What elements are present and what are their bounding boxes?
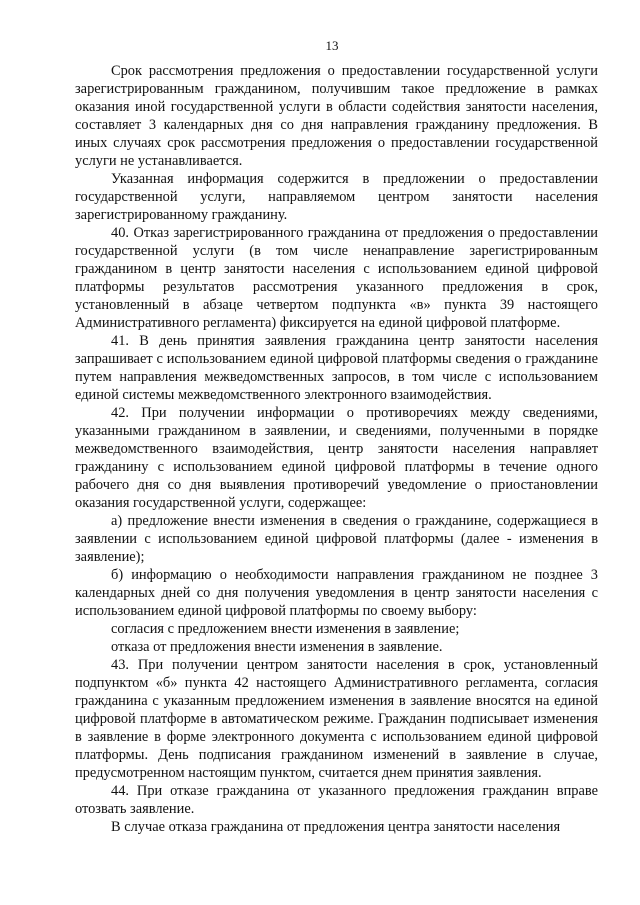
paragraph-info-contained: Указанная информация содержится в предложении о предоставлении государственной услуги, направляемом центром занятости населения зарегистрированному гражданину. bbox=[75, 171, 598, 223]
paragraph-40: 40. Отказ зарегистрированного гражданина от предложения о предоставлении государственной услуги (в том числе ненаправление зарегистрированным гражданином в центр занятости населения с использованием единой цифровой платформы результатов рассмотрения указанного предложения в срок, установленный в абзаце четвертом подпункта «в» пункта 39 настоящего Административного регламента) фиксируется на единой цифровой платформе. bbox=[75, 225, 598, 331]
paragraph-review-period: Срок рассмотрения предложения о предоставлении государственной услуги зарегистрированным гражданином, получившим такое предложение в рамках оказания иной государственной услуги в области содействия занятости населения, составляет 3 календарных дня со дня направления гражданину предложения. В иных случаях срок рассмотрения предложения о предоставлении государственной услуги не устанавливается. bbox=[75, 63, 598, 169]
paragraph-consent: согласия с предложением внести изменения в заявление; bbox=[111, 621, 460, 637]
paragraph-refusal-case: В случае отказа гражданина от предложения центра занятости населения bbox=[111, 819, 561, 835]
paragraph-43: 43. При получении центром занятости населения в срок, установленный подпунктом «б» пункта 42 настоящего Административного регламента, согласия гражданина с указанным предложением изменения в заявление вносятся на единой цифровой платформе в автоматическом режиме. Гражданин подписывает изменения в заявление в форме электронного документа с использованием единой цифровой платформы. День подписания гражданином изменений в заявление в случае, предусмотренном настоящим пунктом, считается днем принятия заявления. bbox=[75, 657, 598, 781]
paragraph-41: 41. В день принятия заявления гражданина центр занятости населения запрашивает с использованием единой цифровой платформы сведения о гражданине путем направления межведомственных запросов, в том числе с использованием единой системы межведомственного электронного взаимодействия. bbox=[75, 333, 598, 403]
paragraph-refusal: отказа от предложения внести изменения в заявление. bbox=[111, 639, 443, 655]
paragraph-42: 42. При получении информации о противоречиях между сведениями, указанными гражданином в заявлении, и сведениями, полученными в порядке межведомственного взаимодействия, центр занятости населения направляет гражданину с использованием единой цифровой платформы в течение одного рабочего дня со дня выявления противоречий уведомление о приостановлении оказания государственной услуги, содержащее: bbox=[75, 405, 598, 511]
page-number: 13 bbox=[325, 38, 339, 53]
paragraph-42-b: б) информацию о необходимости направления гражданином не позднее 3 календарных дней со дня получения уведомления в центр занятости населения с использованием единой цифровой платформы по своему выбору: bbox=[75, 567, 598, 619]
paragraph-42-a: а) предложение внести изменения в сведения о гражданине, содержащиеся в заявлении с использованием единой цифровой платформы (далее - изменения в заявление); bbox=[75, 513, 598, 565]
document-body bbox=[75, 62, 598, 836]
paragraph-44: 44. При отказе гражданина от указанного предложения гражданин вправе отозвать заявление. bbox=[75, 783, 598, 817]
